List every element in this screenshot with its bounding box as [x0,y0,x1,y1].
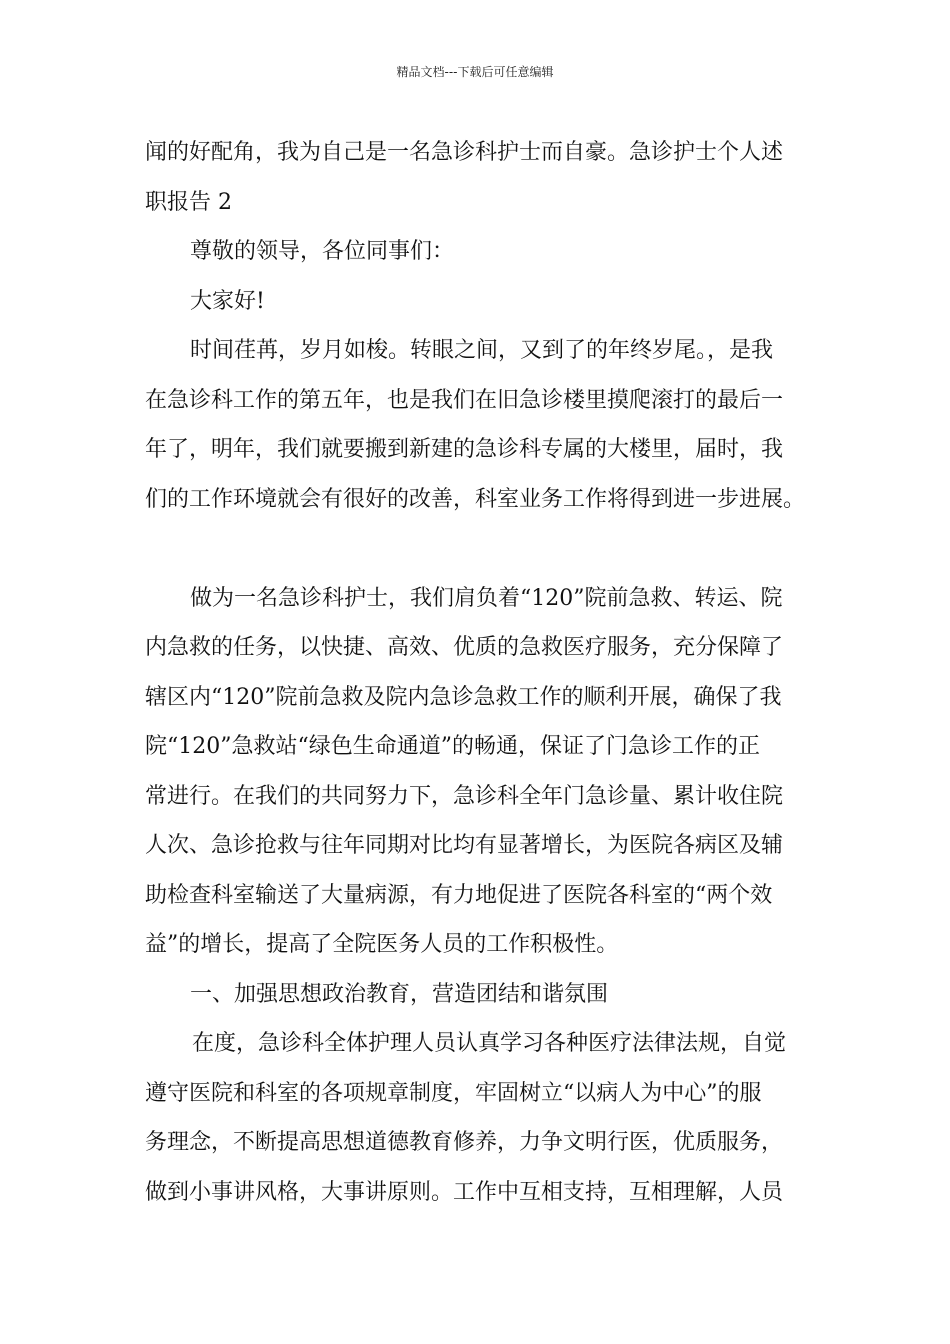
paragraph-gap [145,524,825,574]
text-line: 闻的好配角，我为自己是一名急诊科护士而自豪。急诊护士个人述 [145,140,784,165]
text-line: 在急诊科工作的第五年，也是我们在旧急诊楼里摸爬滚打的最后一 [145,387,784,413]
text-line: 人次、急诊抢救与往年同期对比均有显著增长，为医院各病区及辅 [145,833,784,858]
text-line: 院“120”急救站“绿色生命通道”的畅通，保证了门急诊工作的正 [145,734,760,759]
text-line: 益”的增长，提高了全院医务人员的工作积极性。 [145,932,619,957]
text-line: 在度，急诊科全体护理人员认真学习各种医疗法律法规，自觉 [192,1031,787,1056]
text-line: 遵守医院和科室的各项规章制度，牢固树立“以病人为中心”的服 [145,1080,762,1106]
text-line: 助检查科室输送了大量病源，有力地促进了医院各科室的“两个效 [145,882,773,908]
text-line: 做为一名急诊科护士，我们肩负着“120”院前急救、转运、院 [190,585,783,611]
section-heading: 一、加强思想政治教育，营造团结和谐氛围 [190,981,609,1007]
text-line: 做到小事讲风格，大事讲原则。工作中互相支持，互相理解，人员 [145,1179,784,1205]
text-line: 务理念，不断提高思想道德教育修养，力争文明行医，优质服务， [145,1130,784,1155]
salutation: 尊敬的领导，各位同事们： [190,239,455,264]
text-line: 时间荏苒，岁月如梭。转眼之间，又到了的年终岁尾。，是我 [190,338,774,363]
greeting: 大家好! [190,288,265,314]
text-line: 常进行。在我们的共同努力下，急诊科全年门急诊量、累计收住院 [145,783,784,809]
text-line: 内急救的任务，以快捷、高效、优质的急救医疗服务，充分保障了 [145,635,784,660]
text-line: 职报告 2 [145,189,232,215]
text-line: 年了，明年，我们就要搬到新建的急诊科专属的大楼里，届时，我 [145,437,784,462]
page-header: 精品文档---下载后可任意编辑 [396,65,554,79]
text-line: 们的工作环境就会有很好的改善，科室业务工作将得到进一步进展。 [145,486,806,512]
document-body [145,128,825,1217]
text-line: 辖区内“120”院前急救及院内急诊急救工作的顺利开展，确保了我 [145,684,782,710]
